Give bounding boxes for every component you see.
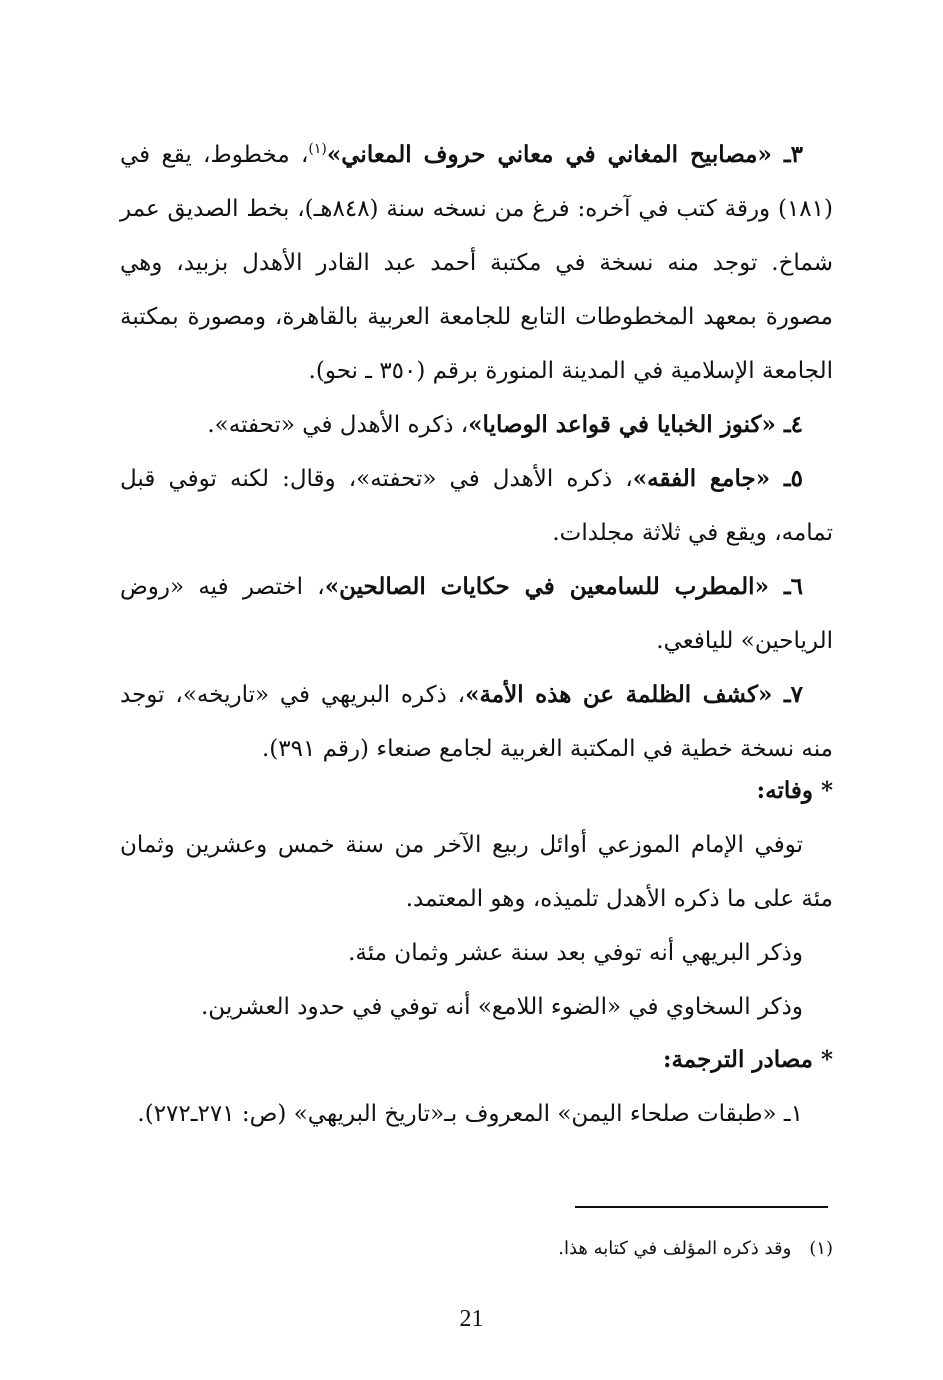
- source-item-1: ١ـ «طبقات صلحاء اليمن» المعروف بـ«تاريخ البريهي» (ص: ٢٧١ـ٢٧٢).: [137, 1101, 803, 1127]
- work-number: ٧ـ: [772, 681, 803, 708]
- footnote: [300, 1234, 833, 1264]
- footnote-number: (١): [809, 1238, 833, 1259]
- footnote-reference: (١): [308, 141, 327, 157]
- work-item-4: [120, 398, 833, 452]
- work-item-6: [120, 560, 833, 668]
- work-item-5: [120, 452, 833, 560]
- work-title: «المطرب للسامعين في حكايات الصالحين»: [324, 573, 769, 600]
- sources-heading: * مصادر الترجمة:: [662, 1046, 833, 1073]
- work-number: ٦ـ: [768, 573, 803, 600]
- work-item-7: [120, 668, 833, 776]
- work-title: «كنوز الخبايا في قواعد الوصايا»: [468, 411, 776, 438]
- footnote-text: وقد ذكره المؤلف في كتابه هذا.: [558, 1238, 792, 1259]
- work-item-3: [120, 122, 833, 398]
- work-title: «كشف الظلمة عن هذه الأمة»: [465, 681, 773, 708]
- sources-section: [120, 1033, 833, 1141]
- work-title: «جامع الفقه»: [632, 465, 771, 492]
- footnote-divider: [575, 1206, 828, 1208]
- work-number: ٤ـ: [775, 411, 803, 438]
- work-title: «مصابيح المغاني في معاني حروف المعاني»: [326, 141, 772, 168]
- work-description: ، ذكره البريهي في «تاريخه»، توجد منه نسخة خطية في المكتبة الغربية لجامع صنعاء (رقم ٣٩١).: [120, 682, 833, 762]
- work-number: ٥ـ: [770, 465, 803, 492]
- page-number: 21: [459, 1306, 484, 1332]
- work-description: ، ذكره الأهدل في «تحفته».: [207, 412, 469, 438]
- work-description: ، ذكره الأهدل في «تحفته»، وقال: لكنه توفي قبل تمامه، ويقع في ثلاثة مجلدات.: [120, 466, 833, 546]
- work-description: ، مخطوط، يقع في (١٨١) ورقة كتب في آخره: فرغ من نسخه سنة (٨٤٨هـ)، بخط الصديق عمر شماخ. توجد منه نسخة في مكتبة أحمد عبد القادر الأهدل بزبيد، وهي مصورة بمعهد المخطوطات التابع للجامعة العربية بالقاهرة، ومصورة بمكتبة الجامعة الإسلامية في المدينة المنورة برقم (٣٥٠ ـ نحو).: [120, 142, 833, 384]
- death-paragraph-2: وذكر البريهي أنه توفي بعد سنة عشر وثمان مئة.: [348, 940, 803, 966]
- death-section: [120, 764, 833, 1034]
- work-description: ، اختصر فيه «روض الرياحين» لليافعي.: [120, 574, 833, 654]
- death-paragraph-3: وذكر السخاوي في «الضوء اللامع» أنه توفي في حدود العشرين.: [201, 994, 803, 1020]
- death-heading: * وفاته:: [756, 777, 833, 804]
- work-number: ٣ـ: [771, 141, 803, 168]
- works-list: [120, 122, 833, 776]
- death-paragraph-1: توفي الإمام الموزعي أوائل ربيع الآخر من سنة خمس وعشرين وثمان مئة على ما ذكره الأهدل تلميذه، وهو المعتمد.: [120, 832, 833, 912]
